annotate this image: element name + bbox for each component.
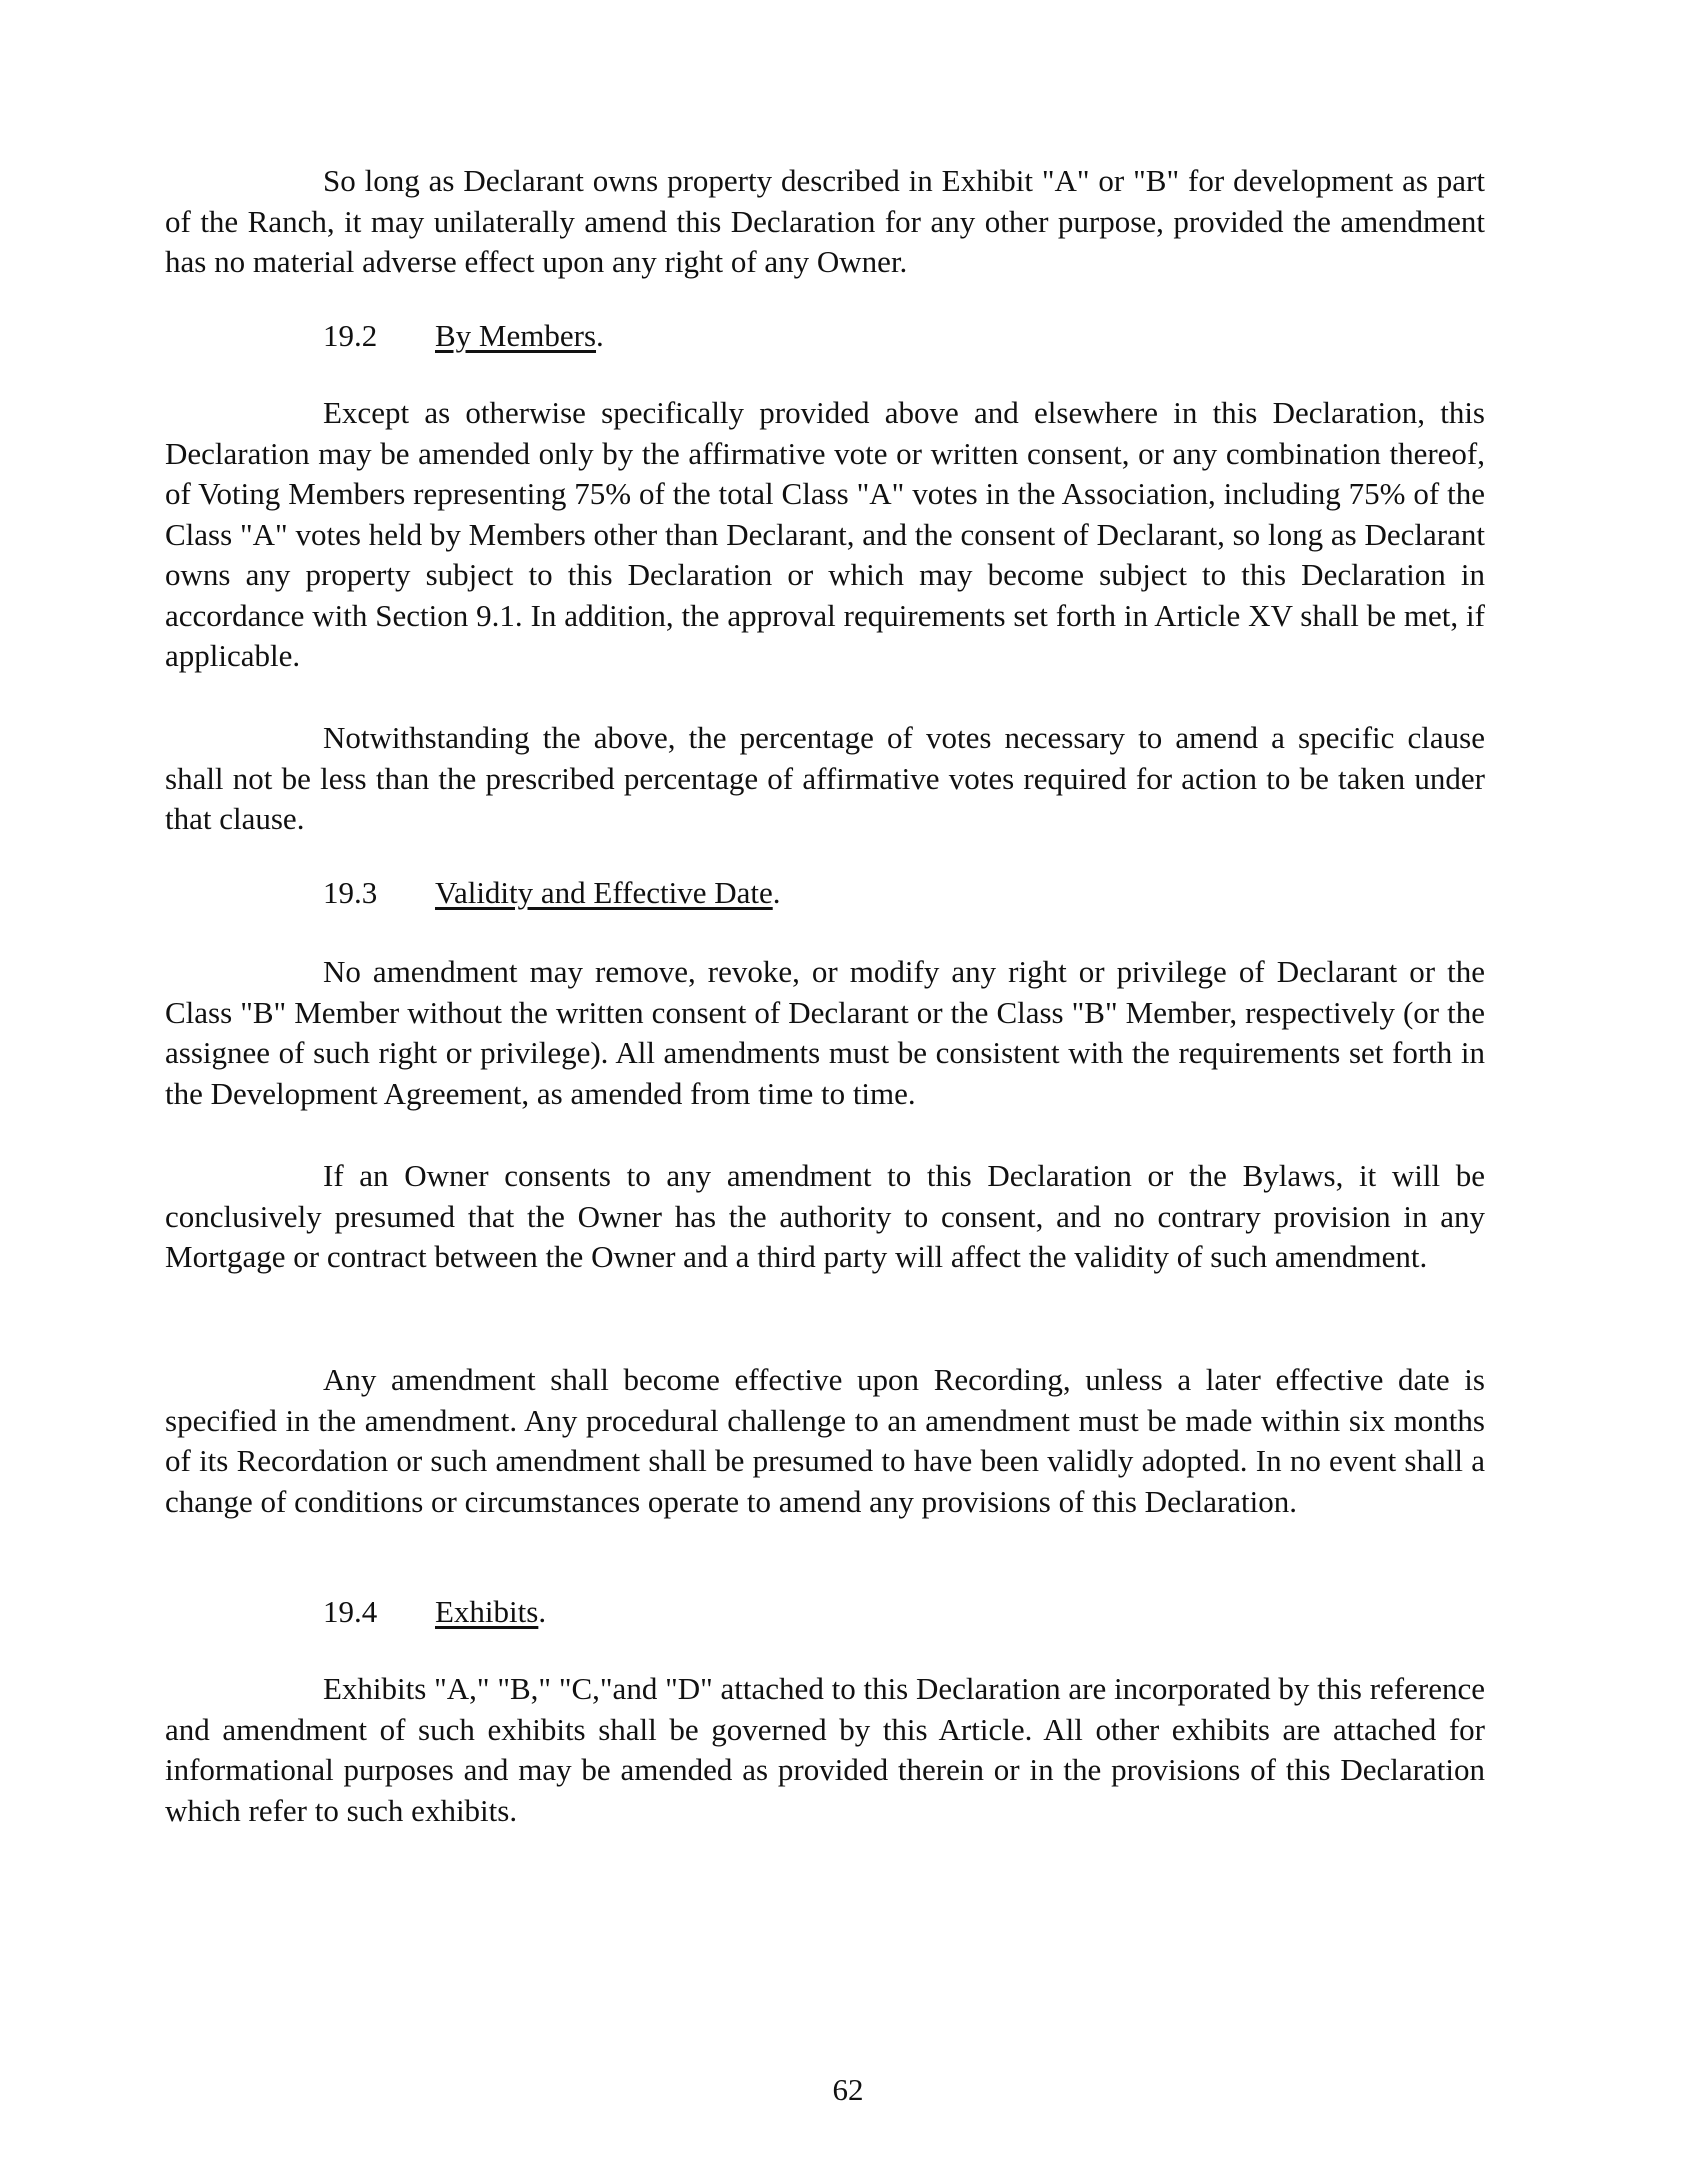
paragraph-text: Any amendment shall become effective upon Recording, unless a later effective date is specified in the amendment. Any procedural challenge to an amendment must be made within six months of its Recordation or such amendment shall be presumed to have been validly adopted. In no event shall a change of conditions or circumstances operate to amend any provisions of this Declaration. bbox=[165, 1362, 1485, 1519]
paragraph-text: If an Owner consents to any amendment to this Declaration or the Bylaws, it will be conclusively presumed that the Owner has the authority to consent, and no contrary provision in any Mortgage or contract between the Owner and a third party will affect the validity of such amendment. bbox=[165, 1158, 1485, 1274]
section-title: Exhibits bbox=[435, 1594, 539, 1629]
paragraph-text: No amendment may remove, revoke, or modify any right or privilege of Declarant or the Class "B" Member without the written consent of Declarant or the Class "B" Member, respectively (or the assignee of such right or privilege). All amendments must be consistent with the requirements set forth in the Development Agreement, as amended from time to time. bbox=[165, 954, 1485, 1111]
paragraph-text: So long as Declarant owns property described in Exhibit "A" or "B" for development as part of the Ranch, it may unilaterally amend this Declaration for any other purpose, provided the amendment has no material adverse effect upon any right of any Owner. bbox=[165, 163, 1485, 279]
section-number: 19.3 bbox=[323, 875, 378, 910]
section-heading-19-3 bbox=[323, 873, 780, 913]
paragraph-declarant-amendment bbox=[165, 161, 1485, 283]
section-heading-19-2 bbox=[323, 316, 604, 356]
paragraph-percentage-votes bbox=[165, 718, 1485, 840]
section-title-period: . bbox=[772, 875, 781, 910]
section-title-period: . bbox=[596, 318, 604, 353]
paragraph-exhibits bbox=[165, 1669, 1485, 1831]
paragraph-no-amendment-remove bbox=[165, 952, 1485, 1114]
section-title: Validity and Effective Date bbox=[435, 875, 773, 910]
section-heading-19-4 bbox=[323, 1592, 546, 1632]
section-number: 19.4 bbox=[323, 1594, 378, 1629]
paragraph-effective-date bbox=[165, 1360, 1485, 1522]
paragraph-owner-consent bbox=[165, 1156, 1485, 1278]
paragraph-text: Exhibits "A," "B," "C,"and "D" attached to this Declaration are incorporated by this reference and amendment of such exhibits shall be governed by this Article. All other exhibits are attached for informational purposes and may be amended as provided therein or in the provisions of this Declaration which refer to such exhibits. bbox=[165, 1671, 1485, 1828]
paragraph-text: Notwithstanding the above, the percentage of votes necessary to amend a specific clause shall not be less than the prescribed percentage of affirmative votes required for action to be taken under that clause. bbox=[165, 720, 1485, 836]
section-title-period: . bbox=[538, 1594, 547, 1629]
paragraph-text: Except as otherwise specifically provided above and elsewhere in this Declaration, this Declaration may be amended only by the affirmative vote or written consent, or any combination thereof, of Voting Members representing 75% of the total Class "A" votes in the Association, including 75% of the Class "A" votes held by Members other than Declarant, and the consent of Declarant, so long as Declarant owns any property subject to this Declaration or which may become subject to this Declaration in accordance with Section 9.1. In addition, the approval requirements set forth in Article XV shall be met, if applicable. bbox=[165, 395, 1485, 673]
section-title: By Members bbox=[435, 318, 597, 353]
section-number: 19.2 bbox=[323, 318, 378, 353]
paragraph-amendment-by-members bbox=[165, 393, 1485, 677]
page-number: 62 bbox=[832, 2072, 864, 2107]
